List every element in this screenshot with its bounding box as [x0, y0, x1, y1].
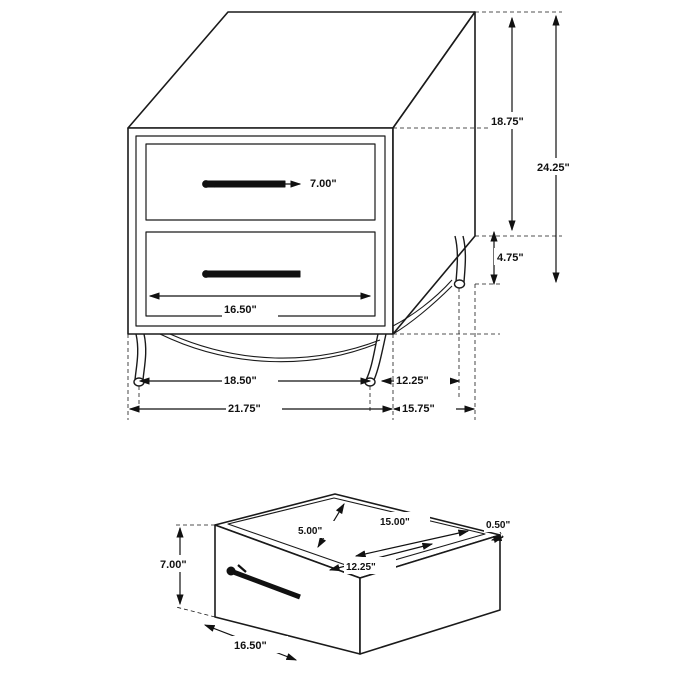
dim-label-overall-depth: 15.75"	[402, 403, 435, 415]
drawer-pull-bottom-icon	[203, 271, 300, 278]
dim-label-pull-top: 7.00"	[310, 178, 337, 190]
dim-label-body-height: 18.75"	[491, 116, 524, 128]
nightstand-illustration	[128, 12, 475, 386]
dim-label-side-depth: 12.25"	[396, 375, 429, 387]
dim-label-drawer-height: 7.00"	[160, 559, 187, 571]
dim-label-drawer-front: 16.50"	[224, 304, 257, 316]
dim-label-front-width: 18.50"	[224, 375, 257, 387]
dim-label-overall-width: 21.75"	[228, 403, 261, 415]
dim-label-leg-height: 4.75"	[497, 252, 524, 264]
dim-label-interior-depth: 5.00"	[298, 526, 323, 537]
dim-label-overall-height: 24.25"	[537, 162, 570, 174]
dim-label-drawer-width: 16.50"	[234, 640, 267, 652]
dim-label-wall-thickness: 0.50"	[486, 520, 511, 531]
dim-label-interior-width: 15.00"	[380, 517, 410, 528]
dim-label-interior-side: 12.25"	[346, 562, 376, 573]
